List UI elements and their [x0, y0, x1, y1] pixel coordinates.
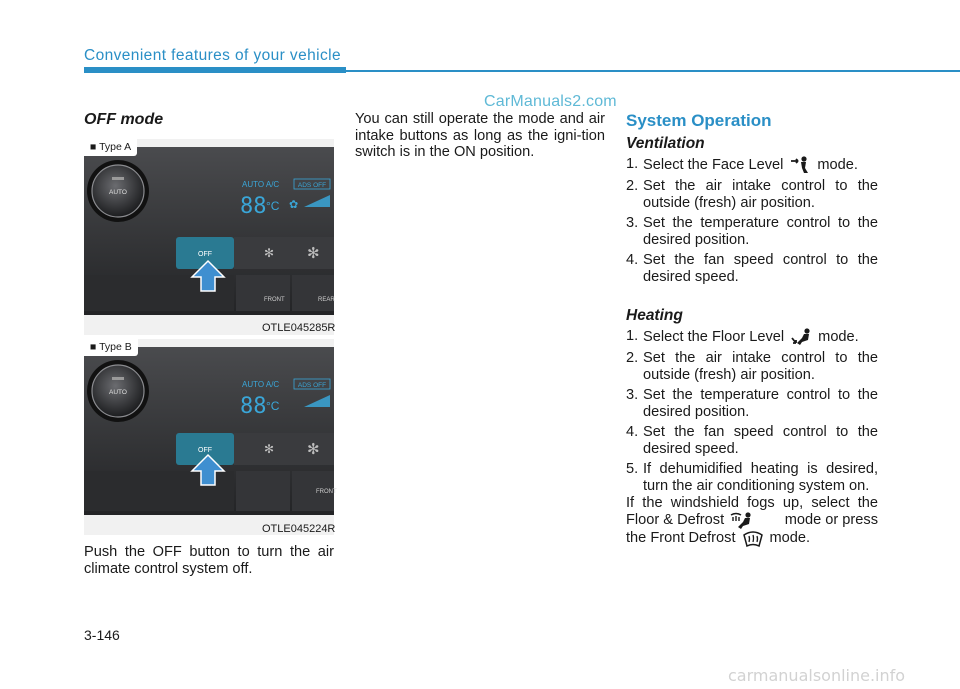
svg-text:AUTO: AUTO	[109, 189, 127, 196]
svg-text:FRONT: FRONT	[264, 297, 285, 303]
type-b-tag: ■ Type B	[84, 339, 138, 356]
svg-text:88: 88	[240, 194, 267, 219]
svg-text:°C: °C	[266, 199, 280, 213]
list-item: 2. Set the air intake control to the outside (fresh) air position.	[626, 178, 878, 211]
floor-level-icon	[790, 328, 812, 346]
system-operation-title: System Operation	[626, 111, 772, 130]
list-item: 2. Set the air intake control to the outside (fresh) air position.	[626, 350, 878, 383]
svg-text:REAR: REAR	[318, 297, 335, 303]
list-item: 1. Select the Face Level mode.	[626, 156, 858, 173]
figure-b-code: OTLE045224R	[262, 523, 336, 535]
heating-note: If the windshield fogs up, select the Floor & Defrost mode or press the Front Defrost mode.	[626, 495, 878, 547]
face-level-icon	[789, 156, 811, 174]
svg-text:OFF: OFF	[198, 251, 212, 258]
svg-text:✻: ✻	[307, 440, 320, 458]
svg-text:ADS OFF: ADS OFF	[297, 182, 327, 189]
ventilation-heading: Ventilation	[626, 135, 705, 152]
list-item: 1. Select the Floor Level mode.	[626, 328, 859, 345]
svg-text:88: 88	[240, 394, 267, 419]
svg-text:✿: ✿	[289, 198, 299, 211]
list-item: 3. Set the temperature control to the desired position.	[626, 387, 878, 420]
figure-type-a	[84, 139, 334, 335]
header-rule	[346, 70, 960, 72]
front-defrost-icon	[742, 530, 764, 548]
list-item: 4. Set the fan speed control to the desired speed.	[626, 252, 878, 285]
header-bar	[84, 67, 346, 73]
svg-text:FRONT: FRONT	[316, 489, 337, 495]
list-item: 3. Set the temperature control to the desired position.	[626, 215, 878, 248]
climate-panel-type-b	[84, 339, 337, 535]
heating-heading: Heating	[626, 307, 683, 324]
svg-text:✻: ✻	[264, 442, 275, 456]
watermark-text: CarManuals2.com	[484, 93, 617, 110]
off-mode-body: Push the OFF button to turn the air climate control system off.	[84, 544, 334, 577]
figure-type-b	[84, 339, 337, 535]
list-item: 4. Set the fan speed control to the desired speed.	[626, 424, 878, 457]
heating-steps	[626, 328, 878, 498]
svg-text:OFF: OFF	[198, 447, 212, 454]
ventilation-steps	[626, 156, 878, 289]
climate-panel-type-a	[84, 139, 334, 335]
middle-body: You can still operate the mode and air intake buttons as long as the igni-tion switch is in the ON position.	[355, 111, 605, 160]
list-item: 5. If dehumidified heating is desired, turn the air conditioning system on.	[626, 461, 878, 494]
off-mode-heading: OFF mode	[84, 111, 164, 128]
footer-watermark: carmanualsonline.info	[728, 666, 906, 685]
svg-text:°C: °C	[266, 399, 280, 413]
type-a-tag: ■ Type A	[84, 139, 137, 156]
section-header-title: Convenient features of your vehicle	[84, 47, 341, 64]
svg-text:AUTO: AUTO	[109, 389, 127, 396]
floor-defrost-icon	[730, 512, 754, 530]
page-number: 3-146	[84, 627, 120, 643]
svg-text:AUTO A/C: AUTO A/C	[242, 180, 280, 189]
figure-a-code: OTLE045285R	[262, 322, 336, 334]
svg-text:✻: ✻	[307, 244, 320, 262]
svg-text:AUTO A/C: AUTO A/C	[242, 380, 280, 389]
svg-text:✻: ✻	[264, 246, 275, 260]
svg-text:ADS OFF: ADS OFF	[297, 382, 327, 389]
